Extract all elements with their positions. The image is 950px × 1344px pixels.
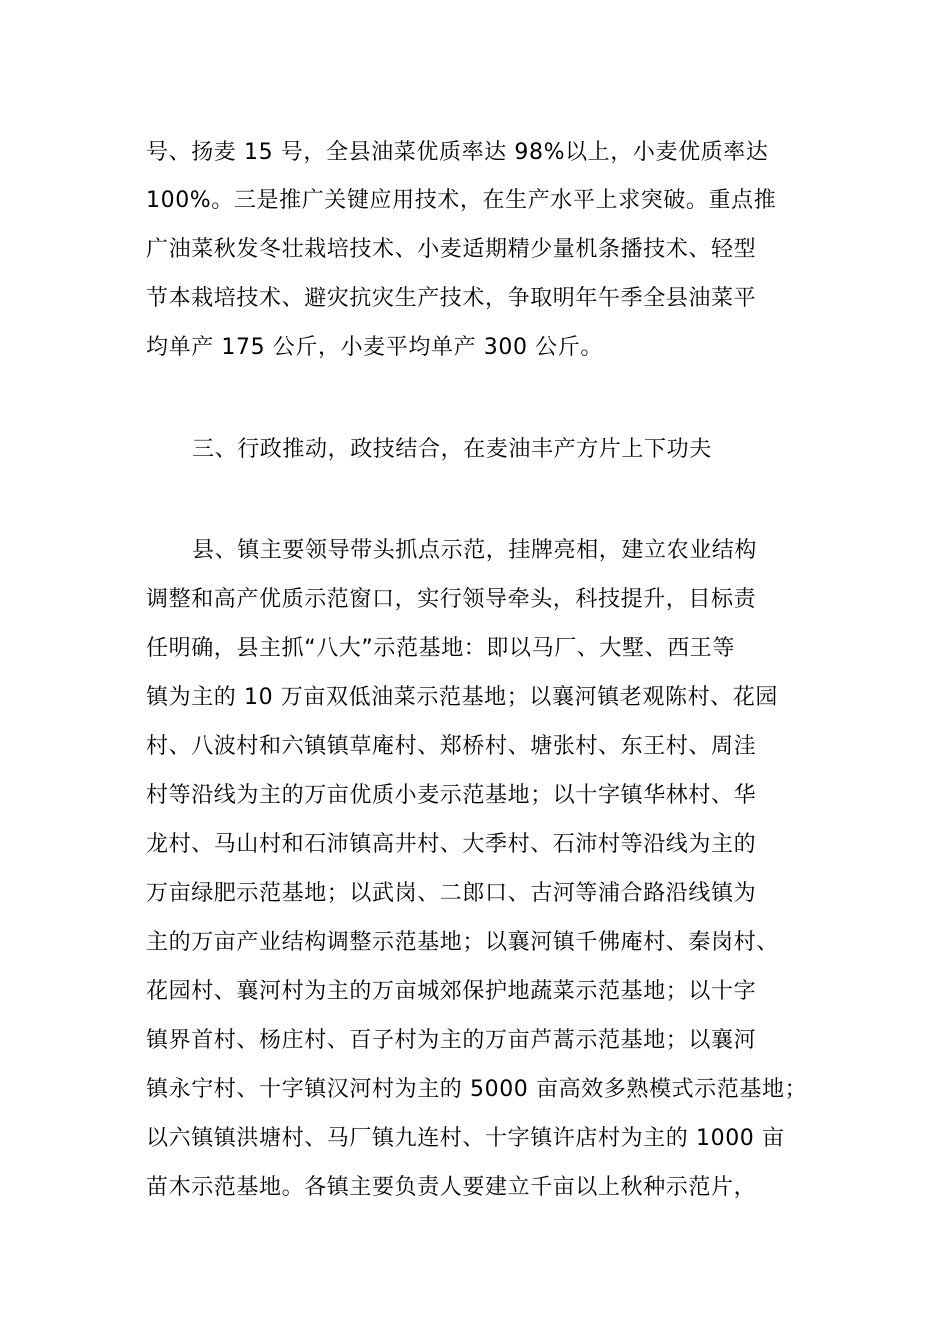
text-line: 镇为主的 10 万亩双低油菜示范基地；以襄河镇老观陈村、花园 <box>146 685 778 710</box>
text-line: 花园村、襄河村为主的万亩城郊保护地蔬菜示范基地；以十字 <box>146 979 757 1004</box>
text-line: 县、镇主要领导带头抓点示范，挂牌亮相，建立农业结构 <box>192 538 758 563</box>
section-heading: 三、行政推动，政技结合，在麦油丰产方片上下功夫 <box>192 437 712 462</box>
text-line: 广油菜秋发冬壮栽培技术、小麦适期精少量机条播技术、轻型 <box>146 237 757 262</box>
text-line: 村等沿线为主的万亩优质小麦示范基地；以十字镇华林村、华 <box>146 783 757 808</box>
text-line: 村、八波村和六镇镇草庵村、郑桥村、塘张村、东王村、周洼 <box>146 734 757 759</box>
text-line: 号、扬麦 15 号，全县油菜优质率达 98%以上，小麦优质率达 <box>146 140 769 165</box>
text-line: 100%。三是推广关键应用技术，在生产水平上求突破。重点推 <box>146 188 777 213</box>
text-line: 万亩绿肥示范基地；以武岗、二郎口、古河等浦合路沿线镇为 <box>146 881 757 906</box>
text-line: 节本栽培技术、避灾抗灾生产技术，争取明年午季全县油菜平 <box>146 286 757 311</box>
text-line: 主的万亩产业结构调整示范基地；以襄河镇千佛庵村、秦岗村、 <box>146 930 779 955</box>
text-line: 镇界首村、杨庄村、百子村为主的万亩芦蒿示范基地；以襄河 <box>146 1028 757 1053</box>
text-line: 以六镇镇洪塘村、马厂镇九连村、十字镇许店村为主的 1000 亩 <box>146 1126 785 1151</box>
text-line: 镇永宁村、十字镇汉河村为主的 5000 亩高效多熟模式示范基地； <box>146 1077 808 1102</box>
text-line: 苗木示范基地。各镇主要负责人要建立千亩以上秋种示范片， <box>146 1175 757 1200</box>
text-line: 任明确，县主抓“八大”示范基地：即以马厂、大墅、西王等 <box>146 636 735 661</box>
text-line: 调整和高产优质示范窗口，实行领导牵头，科技提升，目标责 <box>146 587 757 612</box>
text-line: 龙村、马山村和石沛镇高井村、大季村、石沛村等沿线为主的 <box>146 832 757 857</box>
text-line: 均单产 175 公斤，小麦平均单产 300 公斤。 <box>146 335 603 360</box>
